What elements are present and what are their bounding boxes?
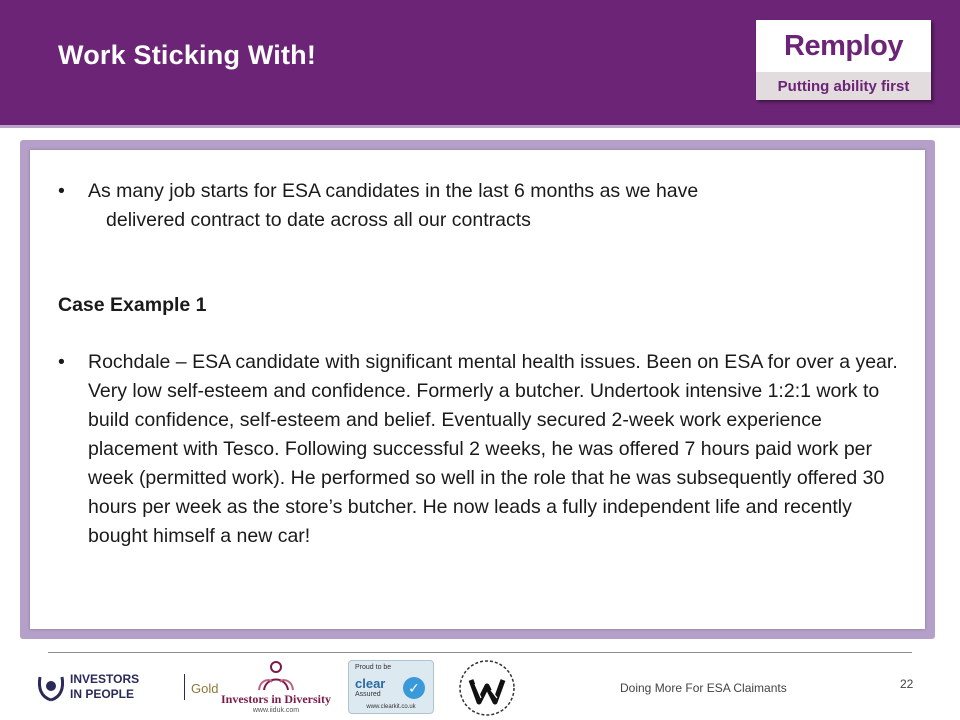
iip-level: Gold [191,681,219,696]
investors-in-diversity-logo [212,660,340,718]
figures-icon [256,660,296,692]
bullet-1-line-1: As many job starts for ESA candidates in the last 6 months as we have [88,180,699,202]
remploy-logo [756,20,931,100]
bullet-icon: • [58,351,65,373]
logo-tagline: Putting ability first [777,77,910,95]
content-panel [20,140,935,639]
presentation-title: Doing More For ESA Claimants [620,681,787,695]
bullet-icon: • [58,180,65,202]
clear-url: www.clearkit.co.uk [366,704,416,710]
clear-assured-text: Assured [355,691,381,698]
bullet-case-example [58,348,913,551]
iip-line-2: IN PEOPLE [70,687,135,701]
investors-in-people-logo [36,669,219,709]
case-example-heading: Case Example 1 [58,294,207,316]
iip-line-1: INVESTORS [70,672,140,686]
clear-word: clear [355,676,386,691]
checkmark-icon: ✓ [403,677,425,699]
page-number: 22 [900,677,914,691]
logo-name: Remploy [784,29,903,62]
laurel-wreath-icon [36,671,66,703]
clear-assured-logo [348,660,434,714]
slide-title: Work Sticking With! [58,40,317,70]
diversity-name: Investors in Diversity [221,692,331,706]
bullet-2-text: Rochdale – ESA candidate with significant mental health issues. Been on ESA for over a year. Very low self-esteem and confidence. Formerly a butcher. Undertook intensive 1:2:1 work to build confidence, self-esteem and belief. Eventually secured 2-week work experience placement with Tesco. Following successful 2 weeks, he was offered 7 hours paid work per week (permitted work). He performed so well in the role that he was subsequently offered 30 hours per week as the store’s butcher. He now leads a fully independent life and recently bought himself a new car! [88,351,898,547]
footer-divider [48,652,912,653]
bullet-1-line-2: delivered contract to date across all our contracts [106,209,531,231]
bullet-job-starts [58,177,918,235]
positive-about-disabled-people-icon [455,658,519,718]
header-divider [0,125,960,128]
clear-top-text: Proud to be [355,664,392,671]
content-panel-inner [30,150,925,629]
diversity-url: www.iiduk.com [252,707,300,714]
